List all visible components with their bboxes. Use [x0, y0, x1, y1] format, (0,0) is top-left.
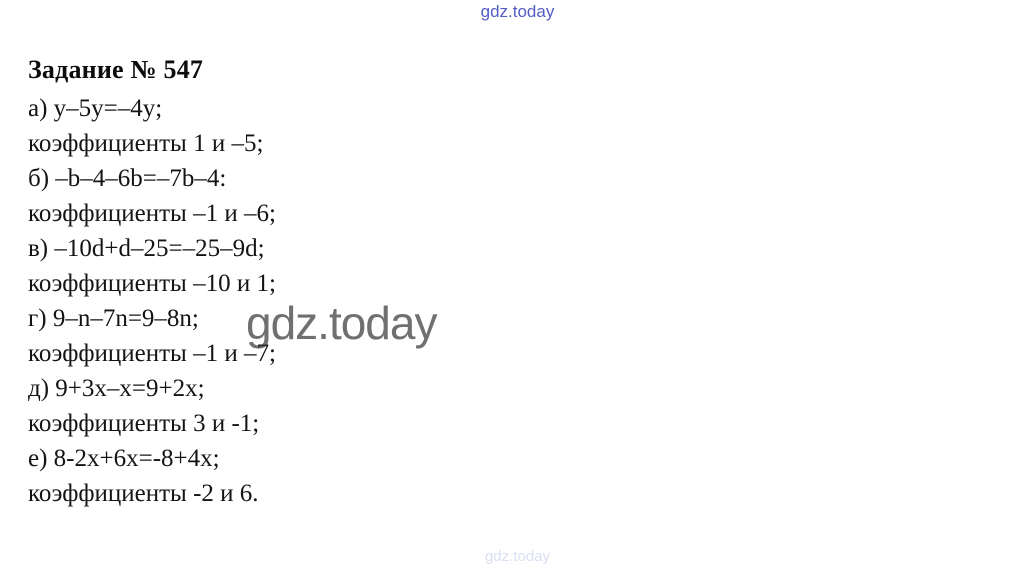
page-title: Задание № 547 — [28, 55, 204, 84]
solution-line: коэффициенты 1 и –5; — [28, 130, 264, 157]
solution-line: коэффициенты 3 и -1; — [28, 410, 260, 437]
solution-line: в) –10d+d–25=–25–9d; — [28, 235, 265, 262]
solution-line: коэффициенты –1 и –6; — [28, 200, 276, 227]
solution-line: коэффициенты –1 и –7; — [28, 340, 276, 367]
solution-line: е) 8-2x+6x=-8+4x; — [28, 445, 220, 472]
solution-line: д) 9+3x–x=9+2x; — [28, 375, 205, 402]
center-watermark: gdz.today — [246, 297, 437, 349]
solution-line: г) 9–n–7n=9–8n; — [28, 305, 199, 332]
top-watermark: gdz.today — [480, 2, 555, 21]
solution-line: б) –b–4–6b=–7b–4: — [28, 165, 227, 192]
bottom-watermark: gdz.today — [484, 548, 551, 565]
solution-line: коэффициенты -2 и 6. — [28, 480, 259, 507]
solution-line: а) y–5y=–4y; — [28, 95, 163, 122]
solution-line: коэффициенты –10 и 1; — [28, 270, 276, 297]
document-content — [28, 55, 988, 511]
